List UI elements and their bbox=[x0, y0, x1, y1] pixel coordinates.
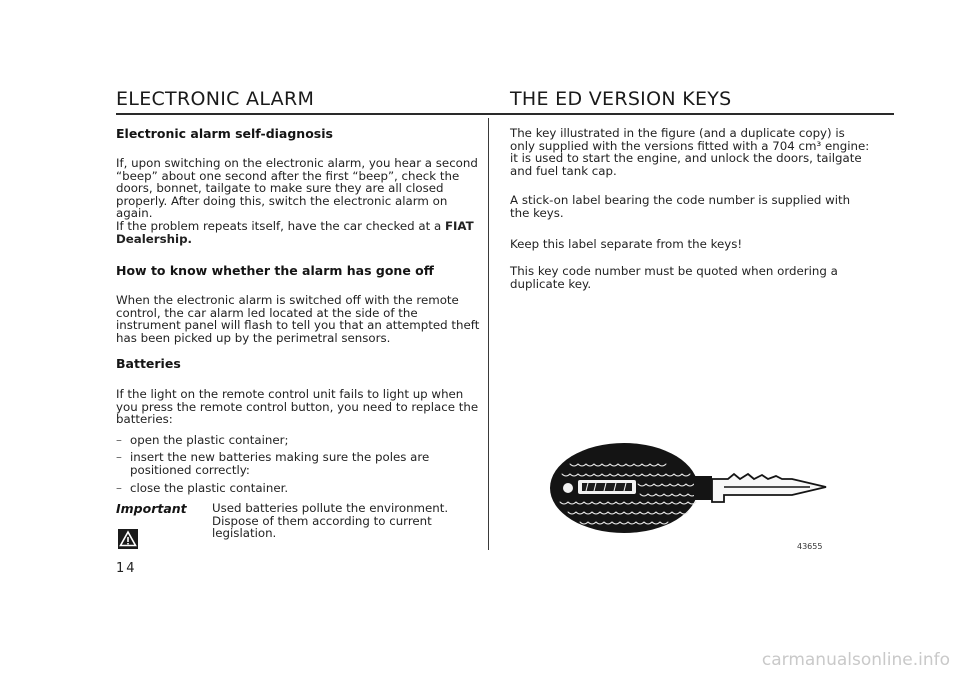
step-text: insert the new batteries making sure the poles are positioned correctly: bbox=[130, 450, 430, 477]
self-diagnosis-title: Electronic alarm self-diagnosis bbox=[116, 126, 333, 141]
step-dash: – bbox=[116, 481, 122, 495]
step-text: close the plastic container. bbox=[130, 481, 289, 495]
right-header: THE ED VERSION KEYS bbox=[510, 88, 732, 110]
key-illustration bbox=[548, 440, 828, 550]
key-para-3: Keep this label separate from the keys! bbox=[510, 237, 743, 251]
alarm-gone-off-title: How to know whether the alarm has gone off bbox=[116, 263, 434, 278]
key-para-2: A stick-on label bearing the code number is supplied with the keys. bbox=[510, 193, 851, 220]
step-item bbox=[116, 451, 480, 479]
fiat-dealership: FIAT Dealership. bbox=[116, 219, 474, 246]
step-dash: – bbox=[116, 450, 122, 464]
key-para-4: This key code number must be quoted when ordering a duplicate key. bbox=[510, 264, 838, 291]
figure-code: 43655 bbox=[797, 542, 823, 551]
column-divider bbox=[488, 118, 489, 550]
watermark: carmanualsonline.info bbox=[761, 650, 950, 670]
step-text: open the plastic container; bbox=[130, 433, 289, 447]
important-text: Used batteries pollute the environment. Dispose of them according to current legislation. bbox=[212, 501, 449, 541]
important-label: Important bbox=[116, 501, 187, 516]
self-diagnosis-text: If, upon switching on the electronic alarm, you hear a second “beep” about one second after the first “beep”, check the doors, bonnet, tailgate to make sure they are all closed properly. After doing this, switch the electronic alarm on again. bbox=[116, 156, 478, 221]
page-number: 14 bbox=[116, 561, 137, 576]
batteries-text: If the light on the remote control unit fails to light up when you press the remote control button, you need to replace the batteries: bbox=[116, 387, 479, 427]
header-rule bbox=[116, 113, 894, 115]
step-dash: – bbox=[116, 433, 122, 447]
environment-warning-icon bbox=[118, 529, 138, 549]
alarm-gone-off-text: When the electronic alarm is switched off with the remote control, the car alarm led located at the side of the instrument panel will flash to tell you that an attempted theft has been picked up by the perimetral sensors. bbox=[116, 293, 480, 345]
step-item bbox=[116, 434, 480, 448]
key-para-1: The key illustrated in the figure (and a duplicate copy) is only supplied with the versions fitted with a 704 cm³ engine: it is used to start the engine, and unlock the doors, tailgate and fuel tank cap. bbox=[510, 126, 870, 178]
dealership-note-text: If the problem repeats itself, have the car checked at a bbox=[116, 219, 442, 233]
batteries-title: Batteries bbox=[116, 356, 181, 371]
left-header: ELECTRONIC ALARM bbox=[116, 88, 315, 110]
dealership-note bbox=[116, 220, 480, 245]
step-item bbox=[116, 482, 480, 496]
